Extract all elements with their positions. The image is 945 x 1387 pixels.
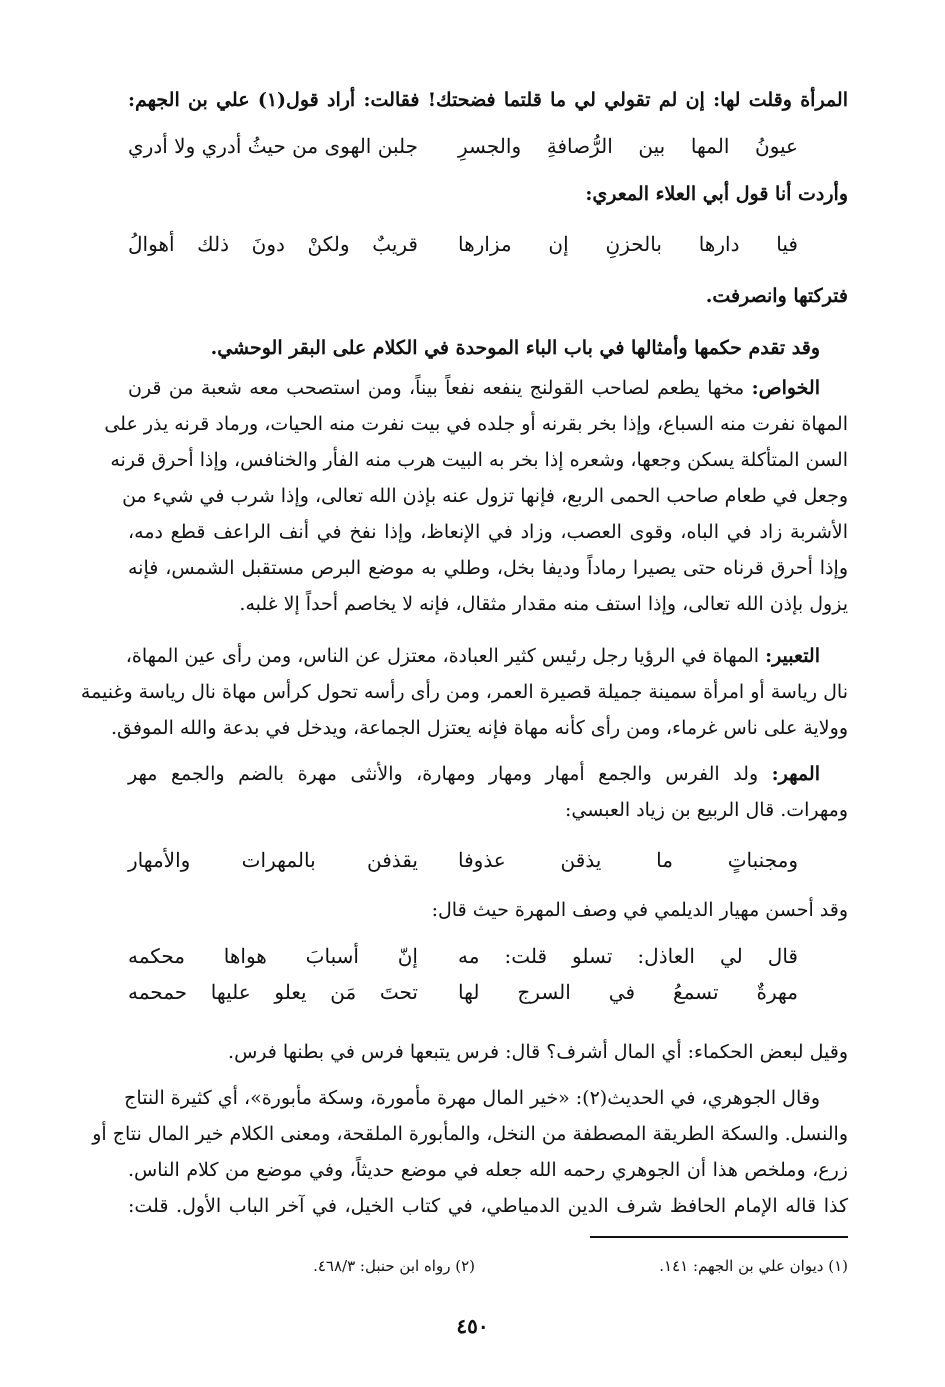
paragraph-abu-al-ala: [128, 176, 848, 212]
text-line: وقد تقدم حكمها وأمثالها في باب الباء الموحدة في الكلام على البقر الوحشي.: [210, 337, 820, 359]
paragraph-mihyar: [128, 892, 848, 928]
verse-ali-ibn-al-jahm: [128, 128, 798, 164]
text-line: زرع، وملخص هذا أن الجوهري رحمه الله جعله في موضع حديثاً، وفي موضع من كلام الناس.: [128, 1159, 848, 1181]
hemistich-second: يقذفن بالمهرات والأمهار: [128, 848, 418, 872]
footnote-divider: [590, 1236, 848, 1238]
text-line: يزول بإذن الله تعالى، وإذا استف منه مقدار مثقال، فإنه لا يخاصم أحداً إلا غلبه.: [239, 593, 848, 615]
text-line: [128, 756, 848, 792]
text-line: نال رياسة أو امرأة سمينة جميلة قصيرة العمر، ومن رأى رأسه تحول كرأس مهاة نال رياسة وغنيمة: [80, 681, 848, 703]
paragraph-intro: [128, 82, 848, 118]
page-number: ٤٥٠: [456, 1314, 489, 1338]
text-line: وقد أحسن مهيار الديلمي في وصف المهرة حيث قال:: [431, 899, 848, 921]
section-dream-interpretation: [80, 638, 848, 746]
section-heading-interpretation: التعبير:: [765, 645, 820, 667]
text-line: [125, 638, 848, 674]
text-line: وقيل لبعض الحكماء: أي المال أشرف؟ قال: فرس يتبعها فرس في بطنها فرس.: [228, 1041, 848, 1063]
hemistich-first: مهرةٌ تسمعُ في السرج لها: [458, 980, 798, 1004]
text-line: والنسل. والسكة الطريقة المصطفة من النخل، والمأبورة الملقحة، ومعنى الكلام خير المال نتاج أو: [92, 1123, 848, 1145]
paragraph-left: [128, 278, 848, 314]
hemistich-first: ومجنباتٍ ما يذقن عذوفا: [458, 848, 798, 872]
verse-mihyar-2: [128, 974, 798, 1010]
text-line: وإذا أحرق قرناه حتى يصيرا رماداً وديفا بخل، وطلي به موضع البرص مستقبل الشمس، فإنه: [128, 557, 848, 579]
text-line: فتركتها وانصرفت.: [705, 285, 848, 307]
verse-abu-al-ala: [128, 226, 798, 262]
text-run: المهاة في الرؤيا رجل رئيس كثير العبادة، معتزل عن الناس، ومن رأى عين المهاة،: [125, 645, 760, 667]
hemistich-second: جلبن الهوى من حيثُ أدري ولا أدري: [128, 134, 418, 158]
section-heading-al-muhr: المهر:: [771, 763, 820, 785]
text-line: وقال الجوهري، في الحديث(٢): «خير المال مهرة مأمورة، وسكة مأبورة»، أي كثيرة النتاج: [124, 1087, 820, 1109]
hemistich-second: تحتَ مَن يعلو عليها حمحمه: [128, 980, 418, 1004]
text-line: السن المتأكلة يسكن وجعها، وشعره إذا بخر به البيت هرب منه الفأر والخنافس، وإذا أحرق قرنه: [110, 449, 848, 471]
text-line: وأردت أنا قول أبي العلاء المعري:: [585, 183, 848, 205]
hemistich-first: عيونُ المها بين الرُّصافةِ والجسرِ: [458, 134, 798, 158]
verse-al-rabi: [128, 842, 798, 878]
text-run: ولد الفرس والجمع أمهار ومهار ومهارة، والأنثى مهرة بالضم والجمع مهر: [128, 763, 759, 785]
text-line: المهاة نفرت منه السباع، وإذا بخر بقرنه أو جلده في بيت نفرت منه الحيات، ورماد قرنه يذر على: [104, 413, 848, 435]
text-run: مخها يطعم لصاحب القولنج ينفعه نفعاً بيناً، ومن استصحب معه شعبة من قرن: [128, 377, 745, 399]
text-line: كذا قاله الإمام الحافظ شرف الدين الدمياطي، في كتاب الخيل، في آخر الباب الأول. قلت:: [128, 1195, 848, 1217]
text-line: ومهرات. قال الربيع بن زياد العبسي:: [565, 799, 848, 821]
paragraph-sages: [128, 1034, 848, 1070]
paragraph-al-jawhari: [92, 1080, 848, 1224]
text-line: وجعل في طعام صاحب الحمى الربع، فإنها تزول عنه بإذن الله تعالى، وإذا شرب في شيء من: [122, 485, 848, 507]
footnote-2: (٢) رواه ابن حنبل: ٤٦٨/٣.: [313, 1257, 475, 1275]
text-line: المرأة وقلت لها: إن لم تقولي لي ما قلتما فضحتك! فقالت: أراد قول(١) علي بن الجهم:: [128, 89, 848, 111]
text-line: وولاية على ناس غرماء، ومن رأى كأنه مهاة فإنه يعتزل الجماعة، ويدخل في بدعة والله الموفق.: [111, 717, 848, 739]
section-properties: [104, 370, 848, 622]
section-heading-properties: الخواص:: [751, 377, 820, 399]
verse-mihyar-1: [128, 938, 798, 974]
hemistich-first: فيا دارها بالحزنِ إن مزارها: [458, 232, 798, 256]
hemistich-second: إنّ أسبابَ هواها محكمه: [128, 944, 418, 968]
hemistich-first: قال لي العاذل: تسلو قلت: مه: [458, 944, 798, 968]
text-line: [128, 370, 848, 406]
paragraph-ruling: [128, 330, 848, 366]
text-line: الأشربة زاد في الباه، وقوى العصب، وزاد في الإنعاظ، وإذا نفخ في أنف الراعف قطع دمه،: [128, 521, 848, 543]
footnote-1: (١) ديوان علي بن الجهم: ١٤١.: [659, 1257, 848, 1275]
hemistich-second: قريبٌ ولكنْ دونَ ذلك أهوالُ: [128, 232, 418, 256]
section-al-muhr: [128, 756, 848, 828]
